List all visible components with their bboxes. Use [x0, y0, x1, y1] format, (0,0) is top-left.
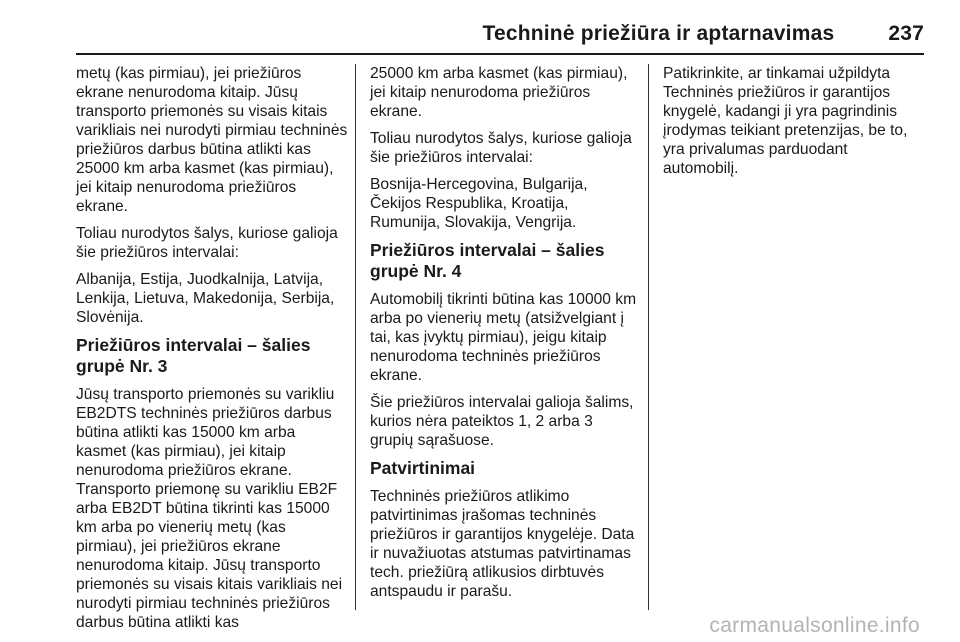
column-divider-1	[355, 64, 356, 610]
section-heading: Patvirtinimai	[370, 458, 476, 478]
text-column-3	[663, 64, 925, 186]
section-heading: Priežiūros intervalai – šalies grupė Nr. 4	[370, 240, 605, 281]
paragraph: Toliau nurodytos šalys, kuriose galioja šie priežiūros intervalai:	[76, 225, 338, 261]
text-column-1	[76, 64, 348, 640]
paragraph: Šie priežiūros intervalai galioja šalims, kurios nėra pateiktos 1, 2 arba 3 grupių sąrašuose.	[370, 394, 634, 449]
paragraph: Albanija, Estija, Juodkalnija, Latvija, Lenkija, Lietuva, Makedonija, Serbija, Slovėnija.	[76, 271, 335, 326]
paragraph: metų (kas pirmiau), jei priežiūros ekrane nenurodoma kitaip. Jūsų transporto priemonės su visais kitais varikliais nei nurodyti pirmiau techninės priežiūros darbus būtina atlikti kas 25000 km arba kasmet (kas pirmiau), jei kitaip nenurodoma priežiūros ekrane.	[76, 65, 348, 215]
text-column-2	[370, 64, 638, 609]
page-number: 237	[888, 22, 924, 45]
paragraph: Jūsų transporto priemonės su varikliu EB2DTS techninės priežiūros darbus būtina atlikti kas 15000 km arba kasmet (kas pirmiau), jei kitaip nenurodoma priežiūros ekrane. Transporto priemonę su varikliu EB2F arba EB2DT būtina tikrinti kas 15000 km arba po vienerių metų (kas pirmiau), jei priežiūros ekrane nenurodoma kitaip. Jūsų transporto priemonės su visais kitais varikliais nei nurodyti pirmiau techninės priežiūros darbus būtina atlikti kas	[76, 386, 343, 631]
header-rule	[76, 53, 924, 55]
section-heading: Priežiūros intervalai – šalies grupė Nr. 3	[76, 335, 311, 376]
watermark: carmanualsonline.info	[709, 614, 920, 637]
column-divider-2	[648, 64, 649, 610]
paragraph: 25000 km arba kasmet (kas pirmiau), jei kitaip nenurodoma priežiūros ekrane.	[370, 65, 628, 120]
paragraph: Toliau nurodytos šalys, kuriose galioja šie priežiūros intervalai:	[370, 130, 632, 166]
page-header	[0, 22, 924, 46]
section-title: Techninė priežiūra ir aptarnavimas	[482, 22, 835, 45]
paragraph: Patikrinkite, ar tinkamai užpildyta Techninės priežiūros ir garantijos knygelė, kadangi ji yra pagrindinis įrodymas teikiant pretenzijas, be to, yra privalumas parduodant automobilį.	[663, 65, 908, 177]
paragraph: Bosnija-Hercegovina, Bulgarija, Čekijos Respublika, Kroatija, Rumunija, Slovakija, Vengrija.	[370, 176, 588, 231]
paragraph: Techninės priežiūros atlikimo patvirtinimas įrašomas techninės priežiūros ir garantijos knygelėje. Data ir nuvažiuotas atstumas patvirtinamas tech. priežiūrą atlikusios dirbtuvės antspaudu ir parašu.	[370, 488, 635, 600]
paragraph: Automobilį tikrinti būtina kas 10000 km arba po vienerių metų (atsižvelgiant į tai, kas įvyktų pirmiau), jeigu kitaip nenurodoma techninės priežiūros ekrane.	[370, 291, 637, 384]
